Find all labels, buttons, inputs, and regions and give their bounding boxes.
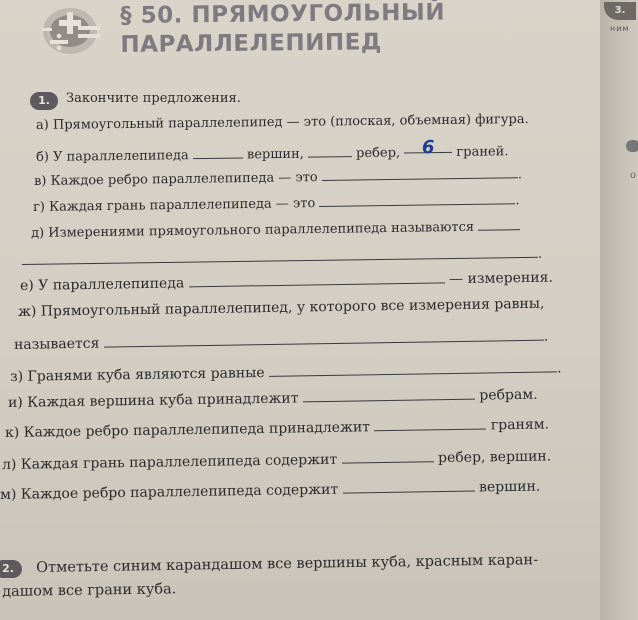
item-b-blank-faces[interactable] bbox=[404, 137, 452, 159]
task-1-title: Закончите предложения. bbox=[66, 91, 241, 106]
adjacent-text-fragment-2: о bbox=[630, 170, 637, 181]
item-k-blank[interactable] bbox=[374, 416, 486, 431]
task-2-text-cont: дашом все грани куба. bbox=[2, 581, 177, 600]
item-g-blank[interactable] bbox=[319, 191, 515, 207]
item-z: з) Гранями куба являются равные . bbox=[9, 360, 562, 385]
section-title-line1: § 50. ПРЯМОУГОЛЬНЫЙ bbox=[120, 0, 446, 29]
item-k-text-2: граням. bbox=[490, 416, 550, 434]
item-g: г) Каждая грань параллелепипеда — это . bbox=[32, 193, 520, 215]
item-zh-blank[interactable] bbox=[104, 328, 544, 348]
item-d-cont: . bbox=[22, 245, 542, 269]
item-zh-cont-text: называется bbox=[13, 335, 100, 353]
item-g-text: г) Каждая грань параллелепипеда — это bbox=[32, 196, 316, 215]
item-a-text: а) Прямоугольный параллелепипед — это (плоская, объемная) фигура. bbox=[35, 111, 529, 133]
item-b-text-3: ребер, bbox=[356, 145, 401, 162]
item-a bbox=[36, 112, 529, 133]
item-m-text-1: м) Каждое ребро параллелепипеда содержит bbox=[0, 481, 339, 503]
handwritten-answer: 6 bbox=[421, 137, 435, 159]
item-d-blank-1[interactable] bbox=[478, 217, 520, 231]
item-z-text: з) Гранями куба являются равные bbox=[9, 365, 265, 385]
item-i-blank[interactable] bbox=[303, 387, 475, 403]
item-l bbox=[2, 447, 551, 473]
item-v-blank[interactable] bbox=[322, 165, 518, 181]
item-zh-text: ж) Прямоугольный параллелепипед, у которого все измерения равны, bbox=[17, 295, 545, 320]
item-zh-cont: называется . bbox=[13, 328, 549, 353]
adjacent-page-edge bbox=[600, 0, 638, 620]
item-e-text-1: е) У параллелепипеда bbox=[19, 275, 185, 294]
item-m-blank[interactable] bbox=[342, 479, 474, 494]
task-2-text: Отметьте синим карандашом все вершины куба, красным каран- bbox=[36, 552, 539, 576]
adjacent-badge-fragment bbox=[626, 140, 638, 152]
item-d-blank-2[interactable] bbox=[22, 245, 538, 265]
arithmetic-signs-icon bbox=[40, 4, 112, 56]
item-b-text-4: граней. bbox=[456, 144, 509, 160]
task-1-number-badge: 1. bbox=[30, 92, 58, 110]
item-i-text-2: ребрам. bbox=[479, 386, 538, 404]
item-zh bbox=[18, 296, 545, 320]
item-l-text-1: л) Каждая грань параллелепипеда содержит bbox=[1, 451, 338, 473]
item-m-text-2: вершин. bbox=[478, 478, 541, 496]
item-b bbox=[36, 139, 509, 165]
item-v: в) Каждое ребро параллелепипеда — это . bbox=[33, 167, 523, 189]
item-d-text: д) Измерениями прямоугольного параллелепипеда называются bbox=[30, 219, 475, 241]
item-e bbox=[20, 269, 553, 294]
item-l-text-2: ребер, вершин. bbox=[437, 448, 552, 467]
section-title bbox=[120, 0, 446, 60]
adjacent-text-fragment: ним bbox=[610, 24, 630, 33]
adjacent-task-badge: 3. bbox=[604, 2, 636, 20]
item-k-text-1: к) Каждое ребро параллелепипеда принадлежит bbox=[4, 419, 371, 441]
item-v-text: в) Каждое ребро параллелепипеда — это bbox=[33, 170, 318, 189]
item-b-blank-edges[interactable] bbox=[308, 144, 352, 158]
item-b-text-2: вершин, bbox=[246, 146, 304, 163]
item-m bbox=[0, 478, 540, 503]
item-e-text-2: — измерения. bbox=[448, 269, 554, 288]
item-i-text-1: и) Каждая вершина куба принадлежит bbox=[7, 390, 299, 411]
item-b-blank-vertices[interactable] bbox=[193, 145, 243, 159]
item-k bbox=[5, 415, 549, 441]
item-b-text-1: б) У параллелепипеда bbox=[35, 148, 189, 165]
item-e-blank[interactable] bbox=[189, 270, 445, 287]
section-title-line2: ПАРАЛЛЕЛЕПИПЕД bbox=[120, 29, 382, 58]
item-i bbox=[8, 386, 538, 411]
item-z-blank[interactable] bbox=[269, 359, 557, 377]
item-d bbox=[31, 217, 520, 241]
item-l-blank[interactable] bbox=[341, 449, 433, 463]
task-2-number-badge: 2. bbox=[0, 560, 22, 578]
